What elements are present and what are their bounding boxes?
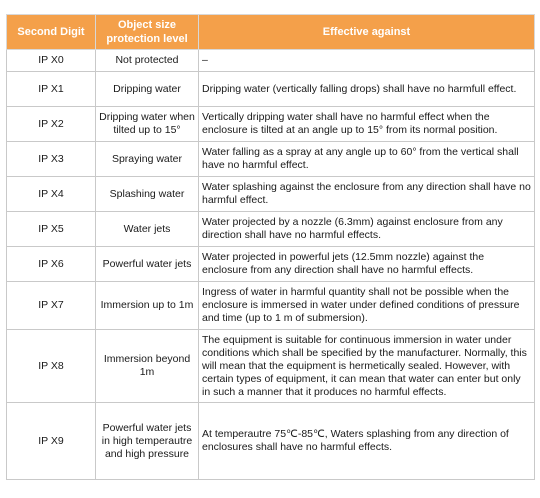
ip-rating-table — [6, 14, 535, 480]
table-row — [7, 107, 535, 142]
protection-level-cell: Powerful water jets — [96, 247, 199, 282]
second-digit-cell: IP X3 — [7, 142, 96, 177]
table-row — [7, 330, 535, 403]
second-digit-cell: IP X2 — [7, 107, 96, 142]
table-row — [7, 282, 535, 330]
second-digit-cell: IP X4 — [7, 177, 96, 212]
effective-against-cell: The equipment is suitable for continuous immersion in water under conditions which shall be specified by the manufacturer. Normally, this will mean that the equipment is hermetically sealed. However, with certain types of equipment, it can mean that water can enter but only in such a manner that it produces no harmful effects. — [199, 330, 535, 403]
ip-rating-table-container — [6, 14, 535, 480]
second-digit-cell: IP X1 — [7, 72, 96, 107]
effective-against-cell: Ingress of water in harmful quantity shall not be possible when the enclosure is immersed in water under defined conditions of pressure and time (up to 1 m of submersion). — [199, 282, 535, 330]
protection-level-cell: Powerful water jets in high temperautre and high pressure — [96, 403, 199, 480]
table-row — [7, 212, 535, 247]
table-row — [7, 177, 535, 212]
table-row — [7, 247, 535, 282]
table-row — [7, 142, 535, 177]
protection-level-cell: Splashing water — [96, 177, 199, 212]
protection-level-cell: Not protected — [96, 50, 199, 72]
table-row — [7, 50, 535, 72]
protection-level-cell: Immersion up to 1m — [96, 282, 199, 330]
second-digit-cell: IP X0 — [7, 50, 96, 72]
effective-against-cell: Water splashing against the enclosure from any direction shall have no harmful effect. — [199, 177, 535, 212]
protection-level-cell: Dripping water when tilted up to 15° — [96, 107, 199, 142]
second-digit-cell: IP X5 — [7, 212, 96, 247]
header-protection-level: Object size protection level — [96, 15, 199, 50]
header-second-digit: Second Digit — [7, 15, 96, 50]
protection-level-cell: Spraying water — [96, 142, 199, 177]
effective-against-cell: Water falling as a spray at any angle up to 60° from the vertical shall have no harmful effect. — [199, 142, 535, 177]
effective-against-cell: Dripping water (vertically falling drops) shall have no harmfull effect. — [199, 72, 535, 107]
protection-level-cell: Dripping water — [96, 72, 199, 107]
second-digit-cell: IP X6 — [7, 247, 96, 282]
effective-against-cell: Water projected in powerful jets (12.5mm nozzle) against the enclosure from any direction shall have no harmful effects. — [199, 247, 535, 282]
table-header-row — [7, 15, 535, 50]
table-row — [7, 72, 535, 107]
effective-against-cell: At temperautre 75℃-85℃, Waters splashing from any direction of enclosures shall have no harmful effects. — [199, 403, 535, 480]
protection-level-cell: Immersion beyond 1m — [96, 330, 199, 403]
effective-against-cell: Water projected by a nozzle (6.3mm) against enclosure from any direction shall have no harmful effects. — [199, 212, 535, 247]
protection-level-cell: Water jets — [96, 212, 199, 247]
table-row — [7, 403, 535, 480]
second-digit-cell: IP X8 — [7, 330, 96, 403]
second-digit-cell: IP X7 — [7, 282, 96, 330]
second-digit-cell: IP X9 — [7, 403, 96, 480]
header-effective-against: Effective against — [199, 15, 535, 50]
effective-against-cell: – — [199, 50, 535, 72]
effective-against-cell: Vertically dripping water shall have no harmful effect when the enclosure is tilted at an angle up to 15° from its normal position. — [199, 107, 535, 142]
